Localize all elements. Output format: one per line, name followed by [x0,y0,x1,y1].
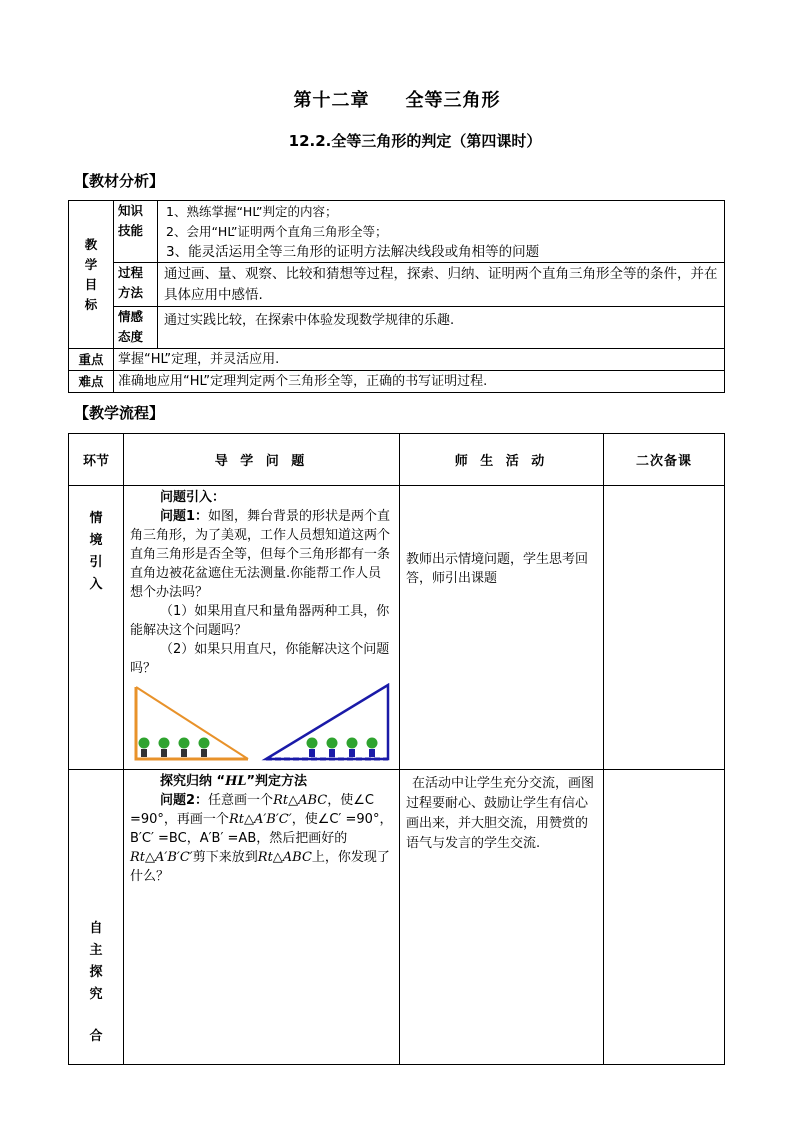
goals-label: 教 学 目 标 [69,201,114,349]
left-triangle [136,687,248,759]
analysis-heading: 【教材分析】 [74,172,165,190]
col-stage: 环节 [69,434,124,486]
knowledge-items: 1、熟练掌握“HL”判定的内容； 2、会用“HL”证明两个直角三角形全等； 3、能灵活运用全等三角形的证明方法解决线段或角相等的问题 [158,201,725,263]
chapter-title [0,86,794,112]
left-triangle-hypotenuse [136,687,248,759]
key-text: 掌握“HL”定理，并灵活应用. [114,349,725,371]
chapter-name: 全等三角形 [405,90,501,111]
plant-icons-left [139,738,210,758]
activity-cell-2: 在活动中让学生充分交流，画图过程要耐心、鼓励让学生有信心画出来，并大胆交流，用赞赏的语气与发言的学生交流. [400,770,604,1065]
sub-question-1: （1）如果用直尺和量角器两种工具，你能解决这个问题吗？ [130,604,390,638]
difficulty-text: 准确地应用“HL”定理判定两个三角形全等，正确的书写证明过程. [114,371,725,393]
stage-explore: 自 主 探 究 合 [69,770,124,1065]
process-text: 通过画、量、观察、比较和猜想等过程，探索、归纳、证明两个直角三角形全等的条件，并在具体应用中感悟. [158,263,725,307]
col-notes: 二次备课 [604,434,725,486]
question-cell-2 [124,770,400,1065]
emotion-label: 情感 态度 [114,307,158,349]
question-cell-1 [124,486,400,770]
lesson-title: 12.2.全等三角形的判定（第四课时） [288,132,542,150]
q1-text: 如图，舞台背景的形状是两个直角三角形，为了美观，工作人员想知道这两个直角三角形是否全等，但每个三角形都有一条直角边被花盆遮住无法测量.你能帮工作人员想个办法吗？ [130,509,391,600]
emotion-text: 通过实践比较，在探索中体验发现数学规律的乐趣. [158,307,725,349]
q2-text: 问题2：任意画一个Rt△ABC，使∠C =90°，再画一个Rt△A′B′C′，使∠C′ =90°，B′C′ =BC，A′B′ =AB，然后把画好的Rt△A′B′C′剪下来放到Rt△ABC上，你发现了什么？ [130,793,393,884]
col-activities: 师 生 活 动 [400,434,604,486]
stage-situation: 情 境 引 入 [69,486,124,770]
intro-title: 问题引入： [160,490,226,505]
knowledge-label: 知识 技能 [114,201,158,263]
explore-title: 探究归纳 “HL”判定方法 [160,774,308,789]
difficulty-label: 难点 [69,371,114,393]
process-label: 过程 方法 [114,263,158,307]
key-label: 重点 [69,349,114,371]
plant-icons-right [307,738,378,758]
q1-label: 问题1： [160,509,209,524]
sub-question-2: （2）如果只用直尺，你能解决这个问题吗？ [130,642,390,676]
stage-triangles-figure [130,683,394,769]
notes-cell-1 [604,486,725,770]
flow-heading: 【教学流程】 [74,404,165,422]
chapter-number: 第十二章 [293,90,370,111]
activity-cell-1: 教师出示情境问题，学生思考回答，师引出课题 [400,486,604,770]
analysis-table [68,200,725,393]
col-questions: 导 学 问 题 [124,434,400,486]
flow-table [68,433,725,1065]
notes-cell-2 [604,770,725,1065]
